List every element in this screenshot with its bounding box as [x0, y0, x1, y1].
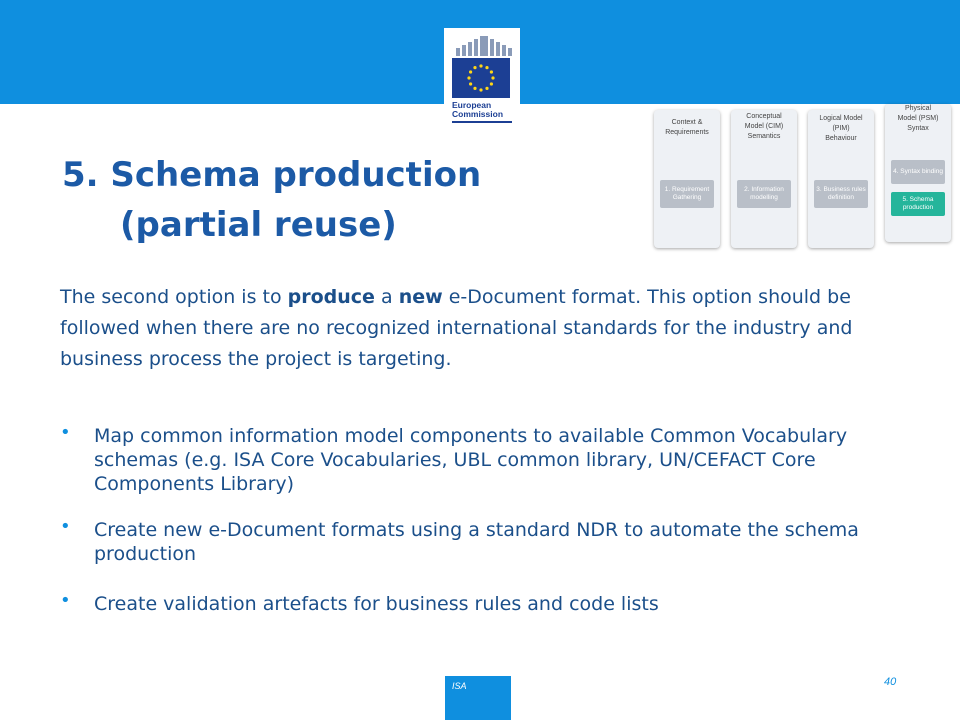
diagram-column-context: [654, 110, 720, 248]
page-number: 40: [884, 676, 897, 688]
column-heading: Context & Requirements: [665, 119, 709, 136]
intro-bold-new: new: [398, 286, 443, 308]
logo-line-2: Commission: [452, 109, 504, 119]
step-box-active: 5. Schema production: [891, 192, 945, 216]
logo-line-1: European: [452, 100, 492, 110]
bullet-item: • Create validation artefacts for business rules and code lists: [60, 592, 920, 616]
isa-logo-text: ISA: [452, 681, 467, 691]
commission-building-logo: [454, 34, 514, 56]
diagram-column-physical: [885, 104, 951, 242]
process-diagram: [648, 105, 954, 250]
intro-paragraph: [60, 282, 910, 375]
intro-part-2: a: [374, 286, 399, 308]
logo-wordmark: [452, 101, 503, 119]
title-line-1: 5. Schema production: [62, 155, 482, 195]
diagram-column-conceptual: [731, 110, 797, 248]
eu-flag-icon: [452, 58, 510, 98]
column-heading: Logical Model (PIM) Behaviour: [819, 115, 863, 142]
bullet-list: [60, 424, 920, 616]
step-box: 1. Requirement Gathering: [660, 180, 714, 208]
column-heading: Conceptual Model (CIM) Semantics: [744, 113, 784, 140]
step-box: 3. Business rules definition: [814, 180, 868, 208]
bullet-item: • Map common information model components to available Common Vocabulary schemas (e.g. ISA Core Vocabularies, UBL common library, UN/CEFACT Core Components Library): [60, 424, 920, 496]
intro-part-3: e-Document format. This option should be followed when there are no recognized international standards for the industry and business process the project is targeting.: [60, 286, 853, 370]
intro-part-1: The second option is to: [60, 286, 288, 308]
logo-underline: [452, 121, 512, 123]
bullet-item: • Create new e-Document formats using a standard NDR to automate the schema production: [60, 518, 920, 566]
intro-bold-produce: produce: [287, 286, 375, 308]
title-line-2: (partial reuse): [120, 205, 397, 245]
slide-title: [62, 150, 481, 250]
column-heading: Physical Model (PSM) Syntax: [897, 105, 939, 132]
step-box: 4. Syntax binding: [891, 160, 945, 184]
step-box: 2. Information modelling: [737, 180, 791, 208]
diagram-column-logical: [808, 110, 874, 248]
